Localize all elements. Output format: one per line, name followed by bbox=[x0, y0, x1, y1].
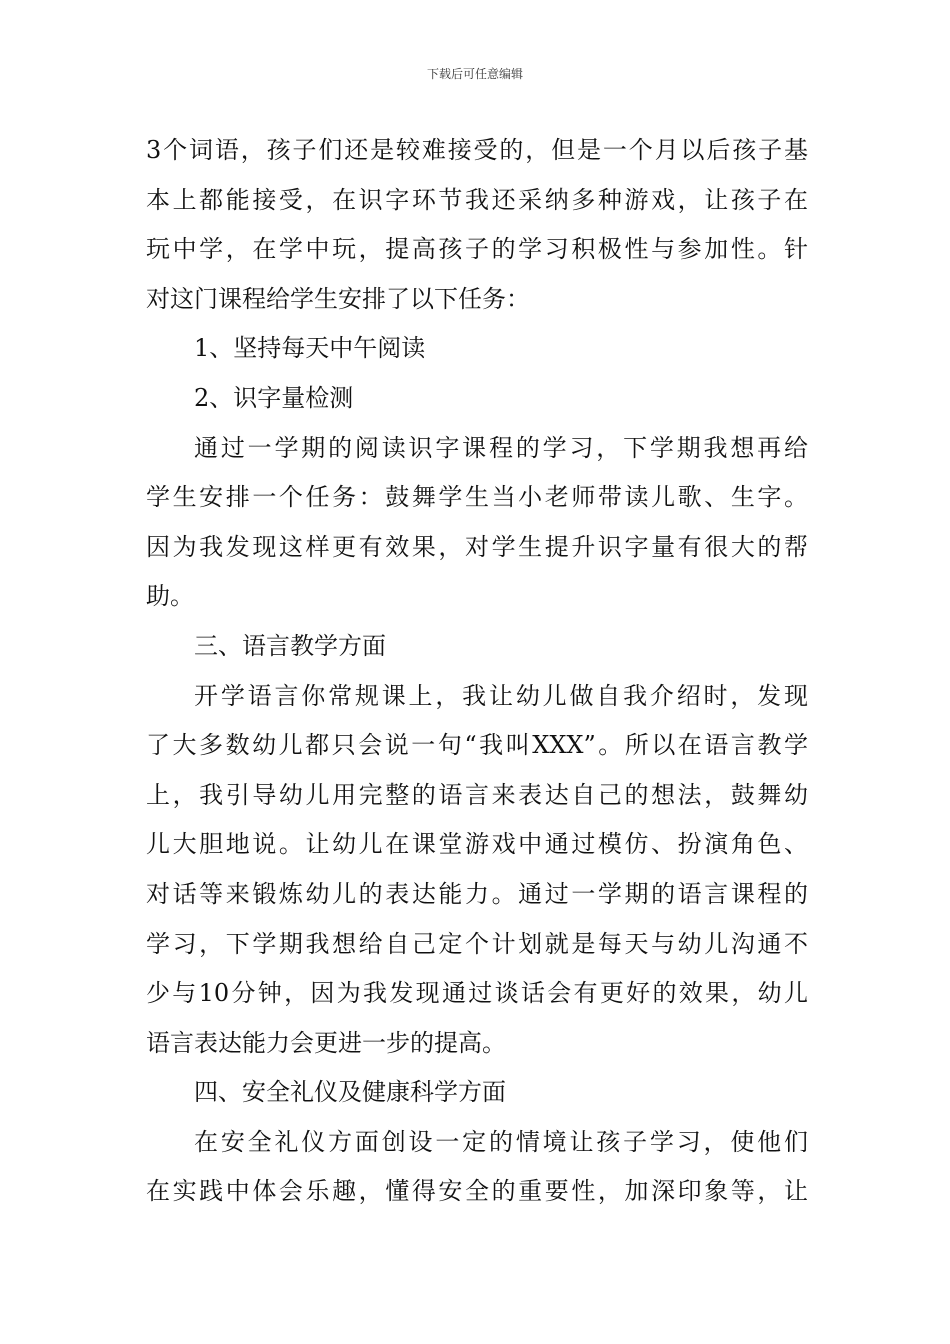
paragraph-first-line: 开学语言你常规课上，我让幼儿做自我介绍时，发现 bbox=[194, 681, 808, 710]
body-line: 上，我引导幼儿用完整的语言来表达自己的想法，鼓舞幼 bbox=[146, 780, 808, 809]
body-line: 少与10分钟，因为我发现通过谈话会有更好的效果，幼儿 bbox=[146, 979, 808, 1008]
body-line: 学习，下学期我想给自己定个计划就是每天与幼儿沟通不 bbox=[146, 929, 808, 958]
body-line: 学生安排一个任务：鼓舞学生当小老师带读儿歌、生字。 bbox=[146, 483, 808, 512]
paragraph-first-line: 在安全礼仪方面创设一定的情境让孩子学习，使他们 bbox=[194, 1127, 808, 1156]
section-heading: 四、安全礼仪及健康科学方面 bbox=[194, 1078, 506, 1107]
body-line: 助。 bbox=[146, 582, 194, 611]
body-line: 3个词语，孩子们还是较难接受的，但是一个月以后孩子基 bbox=[146, 136, 808, 164]
section-heading: 三、语言教学方面 bbox=[194, 631, 386, 660]
list-item: 2、识字量检测 bbox=[194, 383, 354, 412]
body-line: 玩中学，在学中玩，提高孩子的学习积极性与参加性。针 bbox=[146, 235, 808, 264]
body-line: 本上都能接受，在识字环节我还采纳多种游戏，让孩子在 bbox=[146, 185, 808, 214]
body-line: 对这门课程给学生安排了以下任务： bbox=[146, 284, 530, 313]
body-line: 语言表达能力会更进一步的提高。 bbox=[146, 1028, 506, 1057]
document-body bbox=[146, 126, 808, 1217]
list-item: 1、坚持每天中午阅读 bbox=[194, 334, 426, 363]
body-line: 了大多数幼儿都只会说一句“我叫XXX”。所以在语言教学 bbox=[146, 731, 808, 760]
paragraph-first-line: 通过一学期的阅读识字课程的学习，下学期我想再给 bbox=[194, 433, 808, 462]
page-header-note: 下载后可任意编辑 bbox=[426, 67, 523, 81]
body-line: 儿大胆地说。让幼儿在课堂游戏中通过模仿、扮演角色、 bbox=[146, 830, 808, 859]
body-line: 因为我发现这样更有效果，对学生提升识字量有很大的帮 bbox=[146, 532, 808, 561]
body-line: 对话等来锻炼幼儿的表达能力。通过一学期的语言课程的 bbox=[146, 879, 808, 908]
body-line: 在实践中体会乐趣，懂得安全的重要性，加深印象等，让 bbox=[146, 1177, 808, 1206]
